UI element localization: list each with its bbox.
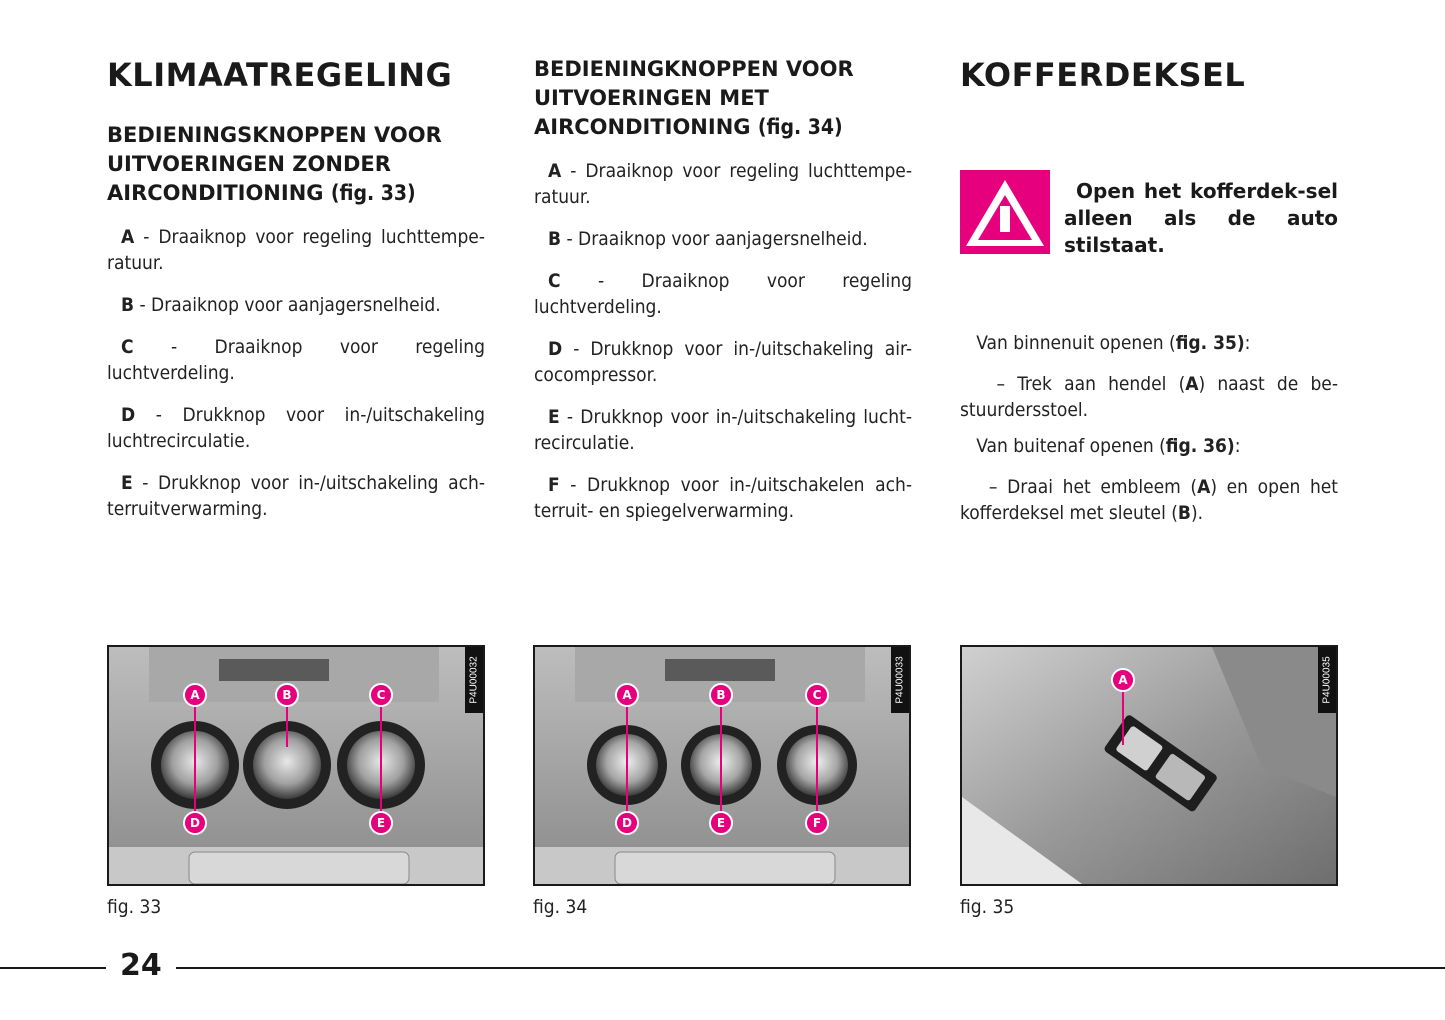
subsection-title [107,121,485,208]
subsection-title-text: BEDIENINGKNOPPEN VOOR UITVOERINGEN MET AIRCONDITIONING [534,57,854,139]
item-text: - Draaiknop voor regeling luchttempe-ratuur. [107,226,485,274]
item-text: - Drukknop voor in-/uitschakeling lucht-recirculatie. [534,406,912,454]
text: : [1234,435,1241,457]
column-klimaatregeling [107,55,485,522]
figure-caption: fig. 34 [533,896,588,918]
item-key: D [548,338,563,360]
item-key: B [548,228,562,250]
item-text: - Draaiknop voor aanjagersnelheid. [561,228,868,250]
item-text: - Draaiknop voor regeling luchtverdeling. [107,336,485,384]
text: ). [1190,502,1204,524]
list-item [107,292,485,318]
label-B: B [282,688,292,702]
label-D: D [622,816,632,830]
label-C: C [812,688,822,702]
figure-code: P4U00033 [891,647,909,713]
text: ) naast de be-stuurdersstoel. [960,373,1338,421]
column-kofferdeksel [960,55,1338,95]
figure-ref: fig. 36) [1165,435,1235,457]
figure-35-photo [960,645,1338,886]
item-key: C [121,336,134,358]
warning-text: Open het kofferdek-sel alleen als de auto stilstaat. [1064,179,1338,257]
page-number: 24 [120,948,162,983]
item-text: - Draaiknop voor regeling luchtverdeling. [534,270,912,318]
paragraph-inside [960,330,1338,356]
list-item [534,158,912,210]
label-D: D [190,816,200,830]
figure-ref: (fig. 34) [757,115,843,139]
figure-code: P4U00035 [1318,647,1336,713]
figure-34-photo [533,645,911,886]
key: B [1177,502,1191,524]
label-A: A [1118,673,1128,687]
column-airconditioning [534,55,912,524]
label-E: E [376,816,386,830]
label-F: F [812,816,822,830]
figure-caption: fig. 33 [107,896,162,918]
section-title: KOFFERDEKSEL [960,56,1246,94]
warning-box [960,170,1338,257]
item-key: C [548,270,561,292]
list-item [107,224,485,276]
footer-rule [176,967,1445,969]
warning-triangle-icon [960,170,1050,254]
item-text: - Drukknop voor in-/uitschakeling luchtrecirculatie. [107,404,485,452]
label-A: A [190,688,200,702]
paragraph-outside [960,433,1338,459]
figure-caption: fig. 35 [960,896,1015,918]
item-text: - Draaiknop voor regeling luchttempe-ratuur. [534,160,912,208]
list-item [534,226,912,252]
key: A [1197,476,1211,498]
item-text: - Drukknop voor in-/uitschakelen ach-terruit- en spiegelverwarming. [534,474,912,522]
footer-rule [0,967,106,969]
label-E: E [716,816,726,830]
text: Van buitenaf openen ( [976,435,1166,457]
item-key: F [548,474,560,496]
list-item [107,402,485,454]
paragraph-lever [960,371,1338,423]
section-title: KLIMAATREGELING [107,56,453,94]
item-key: E [548,406,560,428]
text: – Trek aan hendel ( [996,373,1186,395]
figure-ref: fig. 35) [1175,332,1245,354]
item-text: - Drukknop voor in-/uitschakeling air-cocompressor. [534,338,912,386]
item-text: - Drukknop voor in-/uitschakeling ach-terruitverwarming. [107,472,485,520]
item-key: A [121,226,135,248]
list-item [534,404,912,456]
list-item [534,336,912,388]
item-text: - Draaiknop voor aanjagersnelheid. [134,294,441,316]
item-key: B [121,294,135,316]
figure-ref: (fig. 33) [330,181,416,205]
item-key: A [548,160,562,182]
text: ) en open het kofferdeksel met sleutel ( [960,476,1339,524]
label-B: B [716,688,726,702]
list-item [534,472,912,524]
text: Van binnenuit openen ( [976,332,1176,354]
figure-code: P4U00032 [465,647,483,713]
label-A: A [622,688,632,702]
text: – Draai het embleem ( [988,476,1198,498]
item-key: D [121,404,136,426]
text: : [1244,332,1251,354]
paragraph-emblem [960,474,1338,526]
item-key: E [121,472,133,494]
key: A [1185,373,1199,395]
list-item [107,470,485,522]
list-item [534,268,912,320]
subsection-title-text: BEDIENINGSKNOPPEN VOOR UITVOERINGEN ZONDER AIRCONDITIONING [107,123,442,205]
figure-33-photo [107,645,485,886]
subsection-title [534,55,912,142]
list-item [107,334,485,386]
label-C: C [376,688,386,702]
